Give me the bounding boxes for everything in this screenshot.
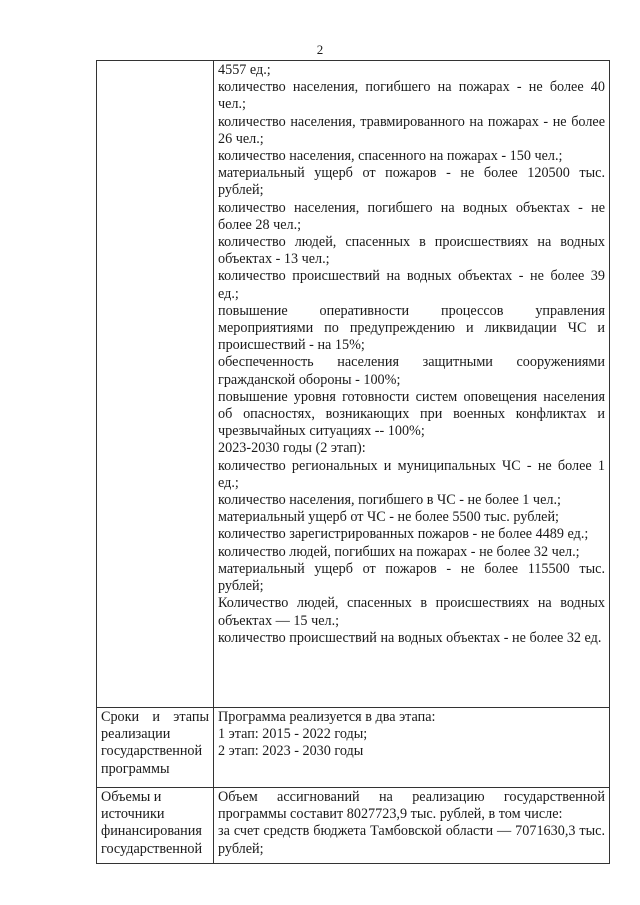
content-line: материальный ущерб от пожаров - не более 120500 тыс. рублей; [218,165,605,199]
content-line: Количество людей, спасенных в происшествиях на водных объектах — 15 чел.; [218,595,605,629]
content-line: Программа реализуется в два этапа: [218,709,436,725]
passport-table [96,60,610,864]
content-line: 2023-2030 годы (2 этап): [218,440,366,457]
content-line: количество происшествий на водных объектах - не более 32 ед. [218,629,602,646]
label-line: источники [101,806,165,823]
row-label-cell [97,788,214,864]
content-line: количество населения, погибшего на пожарах - не более 40 чел.; [218,79,605,113]
label-line: государственной [101,743,203,760]
row-content-cell [214,788,610,864]
content-line: за счет средств бюджета Тамбовской области — 7071630,3 тыс. рублей; [218,823,605,857]
content-line: 2 этап: 2023 - 2030 годы [218,743,364,760]
label-line: Сроки и этапы [101,709,209,725]
row-label-cell [97,708,214,788]
content-line: количество зарегистрированных пожаров - не более 4489 ед.; [218,526,589,543]
content-line: количество людей, погибших на пожарах - не более 32 чел.; [218,543,580,560]
label-line: реализации [101,726,171,743]
row-content-cell [214,708,610,788]
page-number: 2 [316,42,324,57]
table-row [97,61,610,708]
content-line: количество региональных и муниципальных ЧС - не более 1 ед.; [218,457,605,491]
label-line: государственной [101,840,203,857]
content-line: повышение уровня готовности систем оповещения населения об опасностях, возникающих при военных конфликтах и чрезвычайных ситуациях -- 100%; [218,388,605,440]
label-line: программы [101,760,170,777]
content-line: Объем ассигнований на реализацию государственной программы составит 8027723,9 тыс. рублей, в том числе: [218,789,605,823]
content-line: количество населения, травмированного на пожарах - не более 26 чел.; [218,113,605,147]
content-line: материальный ущерб от пожаров - не более 115500 тыс. рублей; [218,560,605,595]
content-line: материальный ущерб от ЧС - не более 5500 тыс. рублей; [218,509,559,526]
content-line: 1 этап: 2015 - 2022 годы; [218,726,368,743]
row-label-cell [97,61,214,708]
content-line: 4557 ед.; [218,62,271,78]
label-line: Объемы и [101,789,162,805]
content-line: количество происшествий на водных объектах - не более 39 ед.; [218,268,605,302]
label-line: финансирования [101,823,202,840]
content-line: количество населения, спасенного на пожарах - 150 чел.; [218,148,563,165]
content-line: количество населения, погибшего в ЧС - не более 1 чел.; [218,492,561,509]
content-line: количество людей, спасенных в происшествиях на водных объектах - 13 чел.; [218,234,605,268]
table-row [97,788,610,864]
content-line: количество населения, погибшего на водных объектах - не более 28 чел.; [218,199,605,233]
row-content-cell [214,61,610,708]
content-line: обеспеченность населения защитными сооружениями гражданской обороны - 100%; [218,354,605,388]
table-row [97,708,610,788]
content-line: повышение оперативности процессов управления мероприятиями по предупреждению и ликвидации ЧС и происшествий - на 15%; [218,302,605,354]
